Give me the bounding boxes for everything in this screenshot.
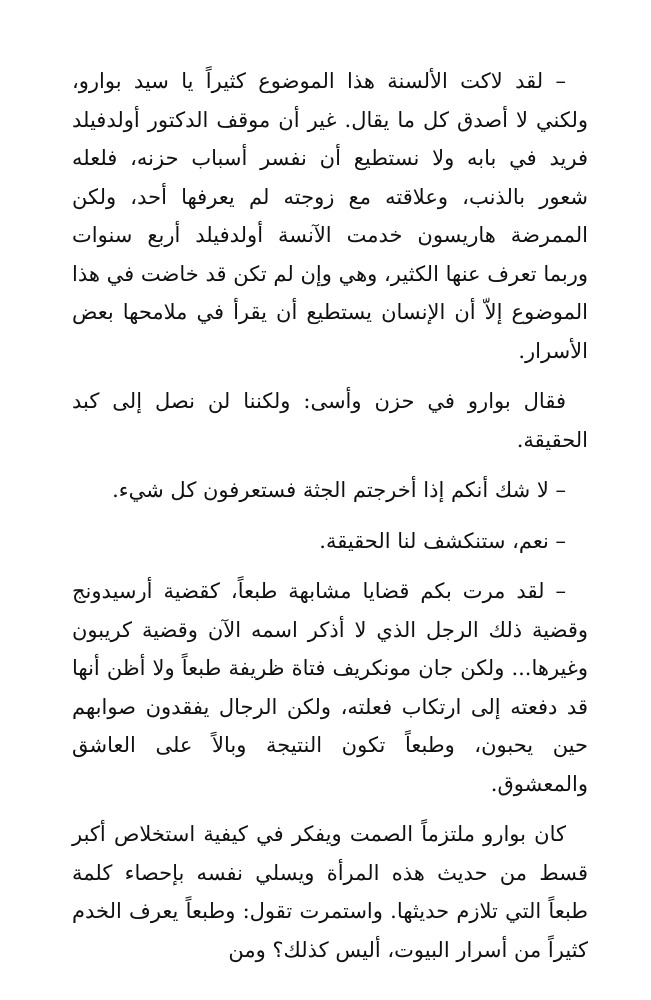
paragraph-poirot-silent: كان بوارو ملتزماً الصمت ويفكر في كيفية استخلاص أكبر قسط من حديث هذه المرأة ويسلي نفسه بإحصاء كلمة طبعاً التي تلازم حديثها. واستمرت تقول: وطبعاً يعرف الخدم كثيراً من أسرار البيوت، أليس كذلك؟ ومن xyxy=(72,822,588,962)
book-page xyxy=(72,62,588,981)
paragraph-truth: – نعم، ستنكشف لنا الحقيقة. xyxy=(319,528,566,553)
paragraph-poirot-sad: فقال بوارو في حزن وأسى: ولكننا لن نصل إلى كبد الحقيقة. xyxy=(72,389,588,452)
paragraph-similar-cases: – لقد مرت بكم قضايا مشابهة طبعاً، كقضية أرسيدونج وقضية ذلك الرجل الذي لا أذكر اسمه الآن وقضية كريبون وغيرها... ولكن جان مونكريف فتاة ظريفة طبعاً ولا أظن أنها قد دفعته إلى ارتكاب فعلته، ولكن الرجال يفقدون صوابهم حين يحبون، وطبعاً تكون النتيجة وبالاً على العاشق والمعشوق. xyxy=(72,579,588,796)
paragraph-exhume: – لا شك أنكم إذا أخرجتم الجثة فستعرفون كل شيء. xyxy=(112,478,566,502)
paragraph-rumors: – لقد لاكت الألسنة هذا الموضوع كثيراً يا سيد بوارو، ولكني لا أصدق كل ما يقال. غير أن موقف الدكتور أولدفيلد فريد في بابه ولا نستطيع أن نفسر أسباب حزنه، فلعله شعور بالذنب، وعلاقته مع زوجته لم يعرفها أحد، ولكن الممرضة هاريسون خدمت الآنسة أولدفيلد أربع سنوات وربما تعرف عنها الكثير، وهي وإن لم تكن قد خاضت في هذا الموضوع إلاّ أن الإنسان يستطيع أن يقرأ في ملامحها بعض الأسرار. xyxy=(72,69,588,363)
